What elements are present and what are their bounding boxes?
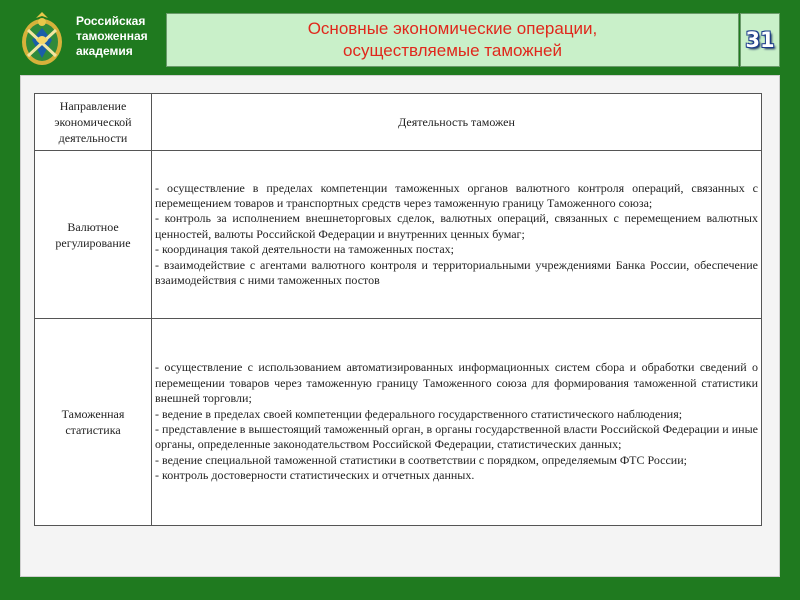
slide-title [308,18,598,62]
direction-column-header: Направление экономической деятельности [35,94,152,151]
direction-cell: Валютное регулирование [35,151,152,319]
table-row [35,151,762,319]
activity-column-header: Деятельность таможен [152,94,762,151]
org-name: Российская таможенная академия [76,14,148,58]
academy-emblem-icon [18,10,66,68]
activity-item: - взаимодействие с агентами валютного контроля и территориальными учреждениями Банка России, обеспечение взаимодействия с ними таможенных постов [155,257,758,288]
activities-cell [152,319,762,526]
slide-number: 31 [745,28,775,52]
operations-table [34,93,762,526]
activity-item: - ведение специальной таможенной статистики в соответствии с порядком, определяемым ФТС России; [155,452,687,467]
title-line-2: осуществляемые таможней [342,41,562,60]
content-panel [20,75,780,577]
activity-item: - осуществление в пределах компетенции таможенных органов валютного контроля операций, связанных с перемещением товаров и транспортных средств через таможенную границу Таможенного союза; [155,180,758,210]
table-header-row [35,94,762,151]
slide-number-box [740,13,780,67]
slide-title-box [166,13,739,67]
title-line-1: Основные экономические операции, [307,19,598,38]
activity-item: - контроль достоверности статистических и отчетных данных. [155,468,475,483]
activity-item: - ведение в пределах своей компетенции федерального государственного статистического наблюдения; [155,406,683,421]
activity-item: - осуществление с использованием автоматизированных информационных систем сбора и обработки сведений о перемещении товаров через таможенную границу Таможенного союза для формирования таможенной статистики внешней торговли; [155,360,758,406]
activity-item: - контроль за исполнением внешнеторговых сделок, валютных операций, связанных с перемещением валютных ценностей, валюты Российской Федерации и внутренних ценных бумаг; [155,211,758,241]
activity-item: - координация такой деятельности на таможенных постах; [155,242,454,257]
activity-item: - представление в вышестоящий таможенный орган, в органы государственной власти Российской Федерации и иные органы, определенные законодательством Российской Федерации, статистических данных; [155,422,758,452]
direction-cell: Таможенная статистика [35,319,152,526]
activities-cell [152,151,762,319]
table-row [35,319,762,526]
